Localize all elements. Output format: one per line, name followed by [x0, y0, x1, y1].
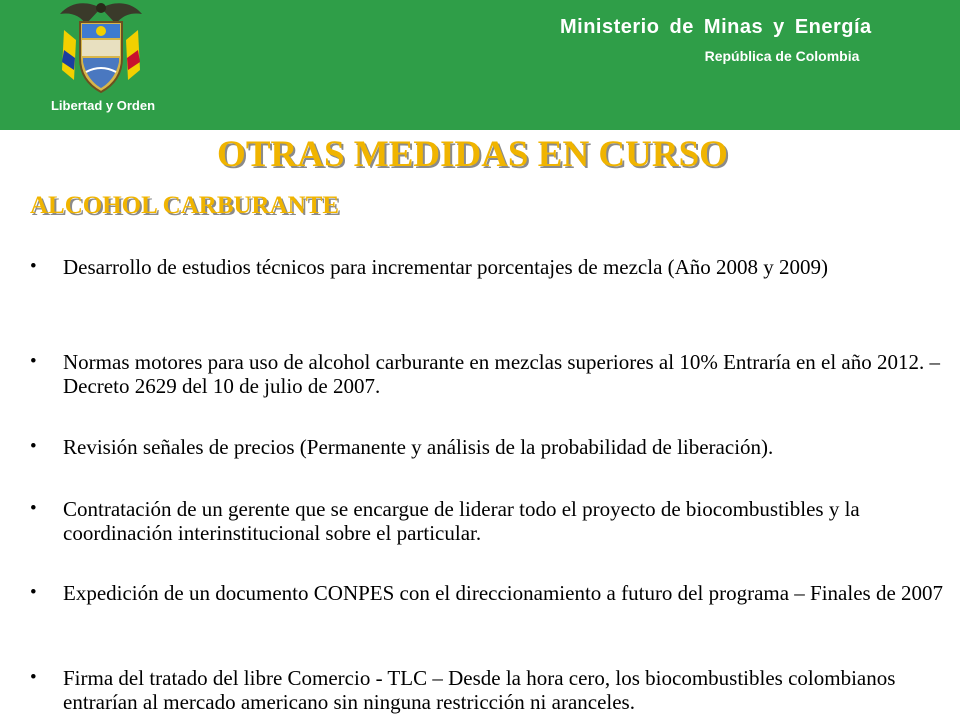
slide-subtitle: ALCOHOL CARBURANTE	[30, 192, 340, 219]
slide-title: OTRAS MEDIDAS EN CURSO	[217, 134, 728, 175]
list-item-text: Contratación de un gerente que se encargue de liderar todo el proyecto de biocombustibles y la coordinación interinstitucional sobre el particular.	[63, 497, 860, 545]
ministry-name: Ministerio de Minas y Energía	[560, 16, 872, 38]
list-item-text: Expedición de un documento CONPES con el direccionamiento a futuro del programa – Finales de 2007	[63, 581, 944, 605]
bullet-icon: •	[30, 351, 37, 372]
list-item	[30, 666, 945, 714]
list-item	[30, 435, 773, 459]
bullet-icon: •	[30, 498, 37, 519]
list-item-text: Desarrollo de estudios técnicos para incrementar porcentajes de mezcla (Año 2008 y 2009)	[63, 255, 829, 279]
bullet-icon: •	[30, 582, 37, 603]
list-item-text: Revisión señales de precios (Permanente y análisis de la probabilidad de liberación).	[63, 435, 774, 459]
list-item	[30, 350, 945, 398]
bullet-icon: •	[30, 667, 37, 688]
list-item	[30, 581, 943, 605]
republic-name: República de Colombia	[704, 48, 860, 64]
bullet-icon: •	[30, 256, 37, 277]
list-item	[30, 497, 945, 545]
list-item-text: Normas motores para uso de alcohol carburante en mezclas superiores al 10% Entraría en el año 2012. – Decreto 2629 del 10 de julio de 2007.	[63, 350, 941, 398]
bullet-icon: •	[30, 436, 37, 457]
motto-text: Libertad y Orden	[50, 98, 156, 113]
list-item	[30, 255, 828, 279]
coat-of-arms-icon	[56, 0, 146, 96]
header-banner	[0, 0, 960, 130]
list-item-text: Firma del tratado del libre Comercio - TLC – Desde la hora cero, los biocombustibles colombianos entrarían al mercado americano sin ninguna restricción ni aranceles.	[63, 666, 896, 714]
